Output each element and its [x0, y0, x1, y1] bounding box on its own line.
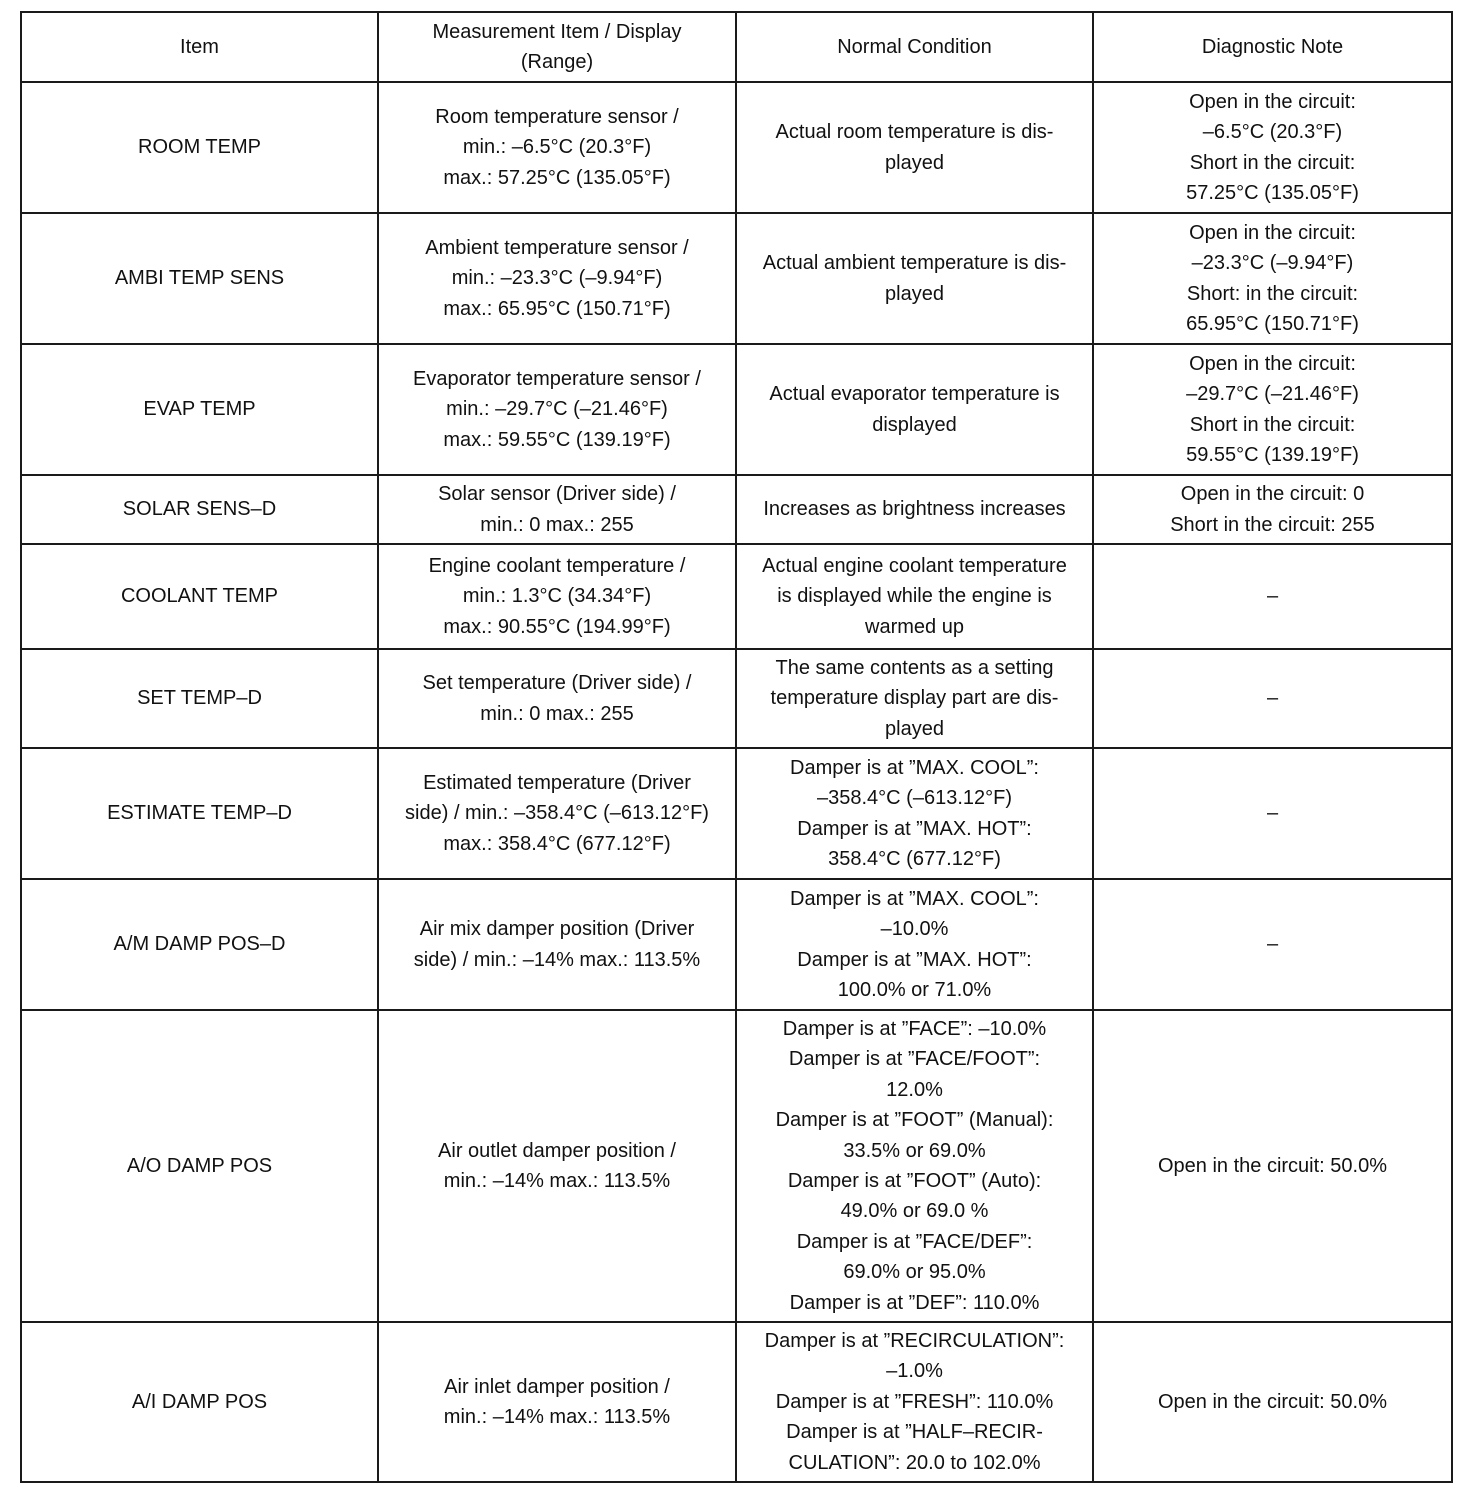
table-row: [21, 649, 1452, 748]
cell-normal-condition: Damper is at ”RECIRCULATION”: –1.0% Damper is at ”FRESH”: 110.0% Damper is at ”HALF–RECIR- CULATION”: 20.0 to 102.0%: [736, 1322, 1093, 1482]
cell-diagnostic-note: Open in the circuit: 50.0%: [1093, 1010, 1452, 1322]
table-row: [21, 1010, 1452, 1322]
header-normal-condition: Normal Condition: [736, 12, 1093, 82]
cell-item: AMBI TEMP SENS: [21, 213, 378, 344]
header-measurement: Measurement Item / Display (Range): [378, 12, 736, 82]
cell-measurement: Solar sensor (Driver side) / min.: 0 max.: 255: [378, 475, 736, 544]
cell-normal-condition: Actual evaporator temperature is displayed: [736, 344, 1093, 475]
cell-item: A/M DAMP POS–D: [21, 879, 378, 1010]
cell-measurement: Air mix damper position (Driver side) / min.: –14% max.: 113.5%: [378, 879, 736, 1010]
cell-diagnostic-note: –: [1093, 879, 1452, 1010]
table-row: [21, 544, 1452, 649]
cell-diagnostic-note: Open in the circuit: –6.5°C (20.3°F) Short in the circuit: 57.25°C (135.05°F): [1093, 82, 1452, 213]
header-item: Item: [21, 12, 378, 82]
cell-diagnostic-note: –: [1093, 748, 1452, 879]
cell-measurement: Set temperature (Driver side) / min.: 0 max.: 255: [378, 649, 736, 748]
cell-diagnostic-note: Open in the circuit: 0 Short in the circuit: 255: [1093, 475, 1452, 544]
diagnostic-table: [20, 11, 1453, 1483]
table-row: [21, 748, 1452, 879]
cell-item: COOLANT TEMP: [21, 544, 378, 649]
cell-item: EVAP TEMP: [21, 344, 378, 475]
header-diagnostic-note: Diagnostic Note: [1093, 12, 1452, 82]
cell-measurement: Engine coolant temperature / min.: 1.3°C (34.34°F) max.: 90.55°C (194.99°F): [378, 544, 736, 649]
cell-normal-condition: Damper is at ”MAX. COOL”: –358.4°C (–613.12°F) Damper is at ”MAX. HOT”: 358.4°C (677.12°F): [736, 748, 1093, 879]
cell-normal-condition: Damper is at ”FACE”: –10.0% Damper is at ”FACE/FOOT”: 12.0% Damper is at ”FOOT” (Manual): 33.5% or 69.0% Damper is at ”FOOT” (Auto): 49.0% or 69.0 % Damper is at ”FACE/DEF”: 69.0% or 95.0% Damper is at ”DEF”: 110.0%: [736, 1010, 1093, 1322]
table-row: [21, 213, 1452, 344]
cell-normal-condition: Damper is at ”MAX. COOL”: –10.0% Damper is at ”MAX. HOT”: 100.0% or 71.0%: [736, 879, 1093, 1010]
cell-item: ESTIMATE TEMP–D: [21, 748, 378, 879]
cell-measurement: Ambient temperature sensor / min.: –23.3°C (–9.94°F) max.: 65.95°C (150.71°F): [378, 213, 736, 344]
cell-measurement: Room temperature sensor / min.: –6.5°C (20.3°F) max.: 57.25°C (135.05°F): [378, 82, 736, 213]
cell-normal-condition: Actual room temperature is dis- played: [736, 82, 1093, 213]
cell-diagnostic-note: Open in the circuit: –29.7°C (–21.46°F) Short in the circuit: 59.55°C (139.19°F): [1093, 344, 1452, 475]
cell-normal-condition: Increases as brightness increases: [736, 475, 1093, 544]
cell-item: SOLAR SENS–D: [21, 475, 378, 544]
table-row: [21, 1322, 1452, 1482]
cell-normal-condition: Actual engine coolant temperature is displayed while the engine is warmed up: [736, 544, 1093, 649]
cell-diagnostic-note: –: [1093, 649, 1452, 748]
cell-measurement: Air outlet damper position / min.: –14% max.: 113.5%: [378, 1010, 736, 1322]
table-row: [21, 82, 1452, 213]
cell-diagnostic-note: Open in the circuit: 50.0%: [1093, 1322, 1452, 1482]
cell-item: SET TEMP–D: [21, 649, 378, 748]
cell-item: A/I DAMP POS: [21, 1322, 378, 1482]
cell-diagnostic-note: Open in the circuit: –23.3°C (–9.94°F) Short: in the circuit: 65.95°C (150.71°F): [1093, 213, 1452, 344]
cell-normal-condition: Actual ambient temperature is dis- played: [736, 213, 1093, 344]
cell-diagnostic-note: –: [1093, 544, 1452, 649]
cell-item: ROOM TEMP: [21, 82, 378, 213]
cell-measurement: Air inlet damper position / min.: –14% max.: 113.5%: [378, 1322, 736, 1482]
cell-measurement: Evaporator temperature sensor / min.: –29.7°C (–21.46°F) max.: 59.55°C (139.19°F): [378, 344, 736, 475]
cell-item: A/O DAMP POS: [21, 1010, 378, 1322]
cell-normal-condition: The same contents as a setting temperature display part are dis- played: [736, 649, 1093, 748]
table-row: [21, 344, 1452, 475]
table-row: [21, 475, 1452, 544]
cell-measurement: Estimated temperature (Driver side) / min.: –358.4°C (–613.12°F) max.: 358.4°C (677.12°F): [378, 748, 736, 879]
header-row: [21, 12, 1452, 82]
table-row: [21, 879, 1452, 1010]
